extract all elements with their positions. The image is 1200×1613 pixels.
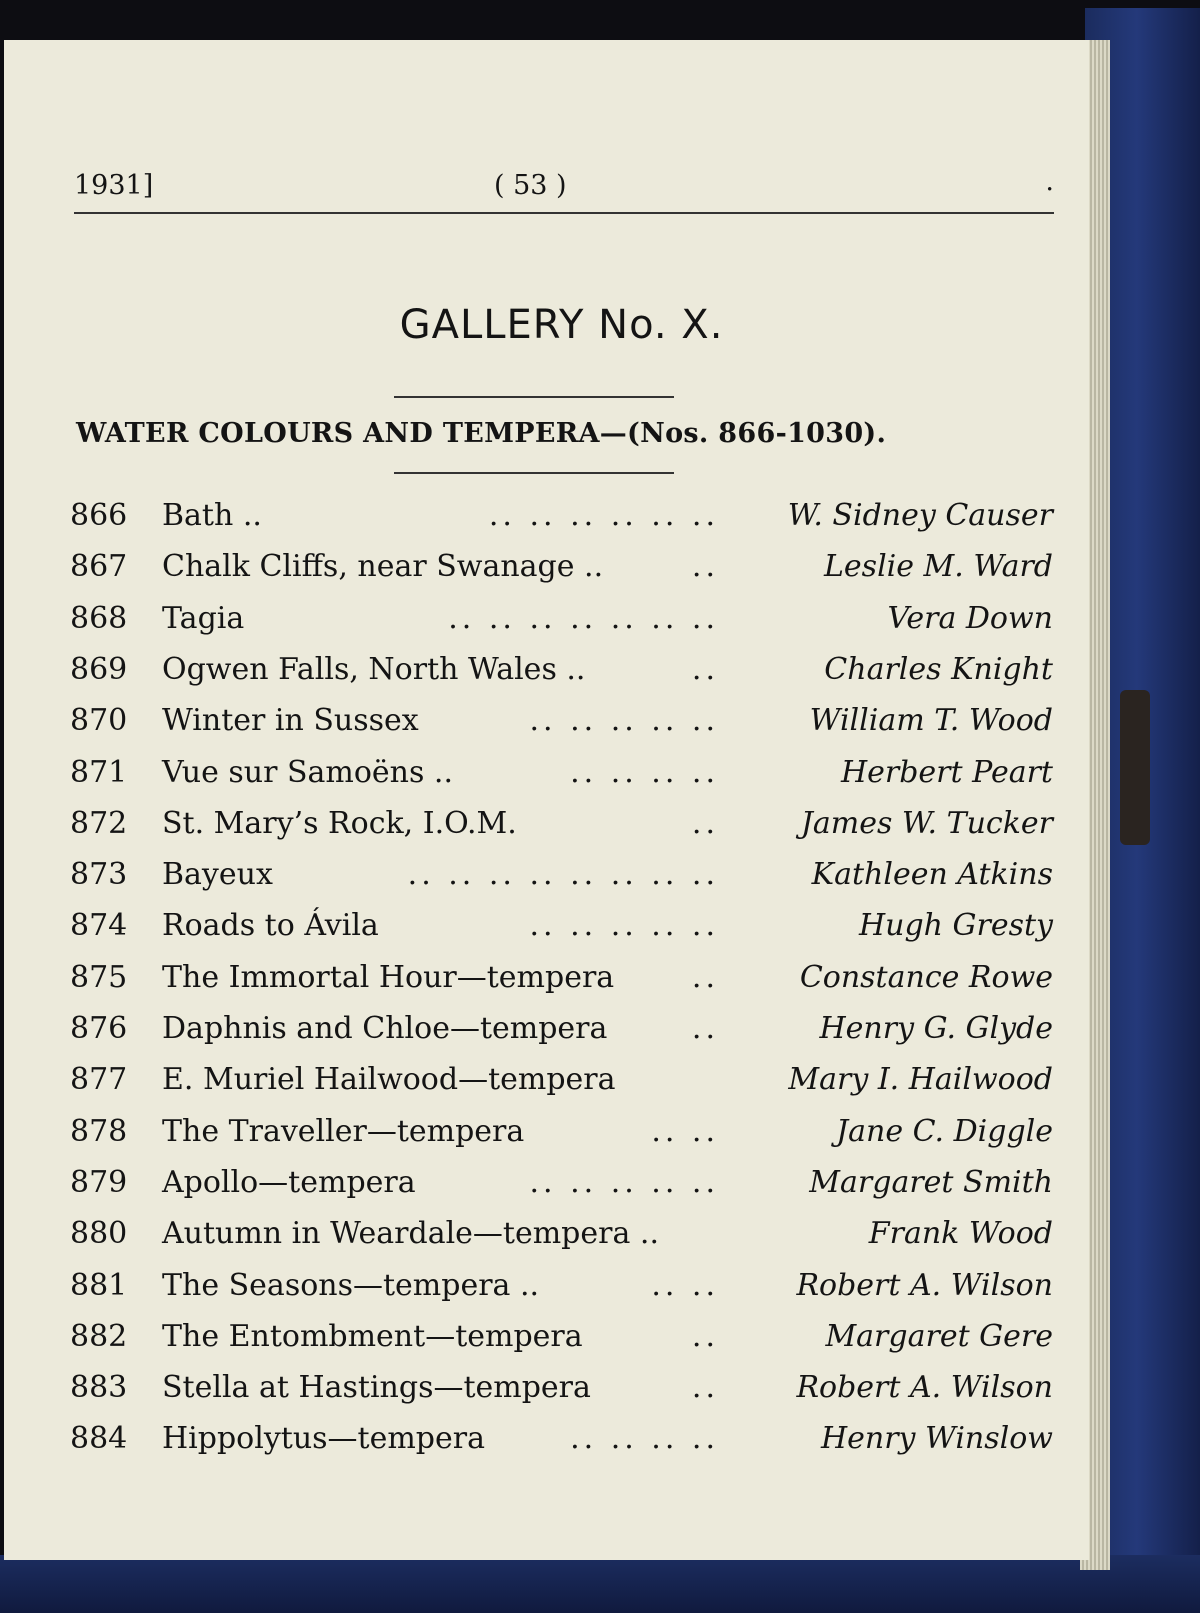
entry-artist: James W. Tucker xyxy=(800,805,1053,841)
dot-leader: .. .. .. .. xyxy=(570,754,719,790)
gallery-title: GALLERY No. X. xyxy=(399,302,724,348)
entry-title: E. Muriel Hailwood—tempera xyxy=(162,1062,616,1098)
header-rule xyxy=(74,212,1054,214)
entry-number: 884 xyxy=(70,1421,128,1457)
entry-number: 882 xyxy=(70,1318,128,1354)
catalogue-entry xyxy=(4,960,1089,1010)
dot-leader: .. xyxy=(691,1370,719,1406)
entry-title: Vue sur Samoëns .. xyxy=(162,754,453,790)
entry-number: 873 xyxy=(70,857,128,893)
catalogue-entry xyxy=(4,1268,1089,1318)
entry-number: 883 xyxy=(70,1370,128,1406)
entry-artist: Constance Rowe xyxy=(799,959,1053,995)
entry-number: 868 xyxy=(70,600,128,636)
entry-number: 877 xyxy=(70,1062,128,1098)
book-clasp xyxy=(1120,690,1150,845)
entry-number: 879 xyxy=(70,1164,128,1200)
entry-title: Ogwen Falls, North Wales .. xyxy=(162,651,586,687)
catalogue-entry xyxy=(4,1062,1089,1112)
catalogue-entry xyxy=(4,1319,1089,1369)
dot-leader: .. xyxy=(691,959,719,995)
entry-title: Stella at Hastings—tempera xyxy=(162,1370,591,1406)
entry-number: 870 xyxy=(70,703,128,739)
entry-title: Winter in Sussex xyxy=(162,703,419,739)
catalogue-entry xyxy=(4,1165,1089,1215)
entry-artist: Robert A. Wilson xyxy=(796,1370,1053,1406)
entry-number: 874 xyxy=(70,908,128,944)
catalogue-entry xyxy=(4,755,1089,805)
book-cover-bottom xyxy=(0,1555,1200,1613)
entry-artist: Henry Winslow xyxy=(820,1421,1053,1457)
entry-artist: William T. Wood xyxy=(809,703,1053,739)
entry-number: 880 xyxy=(70,1216,128,1252)
page-number: ( 53 ) xyxy=(494,170,567,201)
dot-leader: .. .. xyxy=(651,1267,719,1303)
catalogue-entry xyxy=(4,1114,1089,1164)
entry-title: The Traveller—tempera xyxy=(162,1113,525,1149)
entry-number: 866 xyxy=(70,498,128,533)
entry-title: Autumn in Weardale—tempera .. xyxy=(162,1216,659,1252)
entry-number: 871 xyxy=(70,754,128,790)
dot-leader: .. .. .. .. xyxy=(570,1421,719,1457)
dot-leader: .. .. .. .. .. xyxy=(529,1164,719,1200)
catalogue-entry xyxy=(4,1216,1089,1266)
entry-title: The Immortal Hour—tempera xyxy=(162,959,615,995)
entry-artist: Leslie M. Ward xyxy=(824,549,1053,585)
entry-title: Chalk Cliffs, near Swanage .. xyxy=(162,549,604,585)
dot-leader: .. .. .. .. .. xyxy=(529,703,719,739)
entry-title: Roads to Ávila xyxy=(162,908,379,944)
dot-leader: .. .. .. .. .. .. .. .. xyxy=(407,857,719,893)
entry-artist: Herbert Peart xyxy=(840,754,1053,790)
entry-title: Apollo—tempera xyxy=(162,1164,416,1200)
entry-number: 881 xyxy=(70,1267,128,1303)
entry-number: 875 xyxy=(70,959,128,995)
header-mark: . xyxy=(1045,166,1054,197)
catalogue-entry xyxy=(4,1370,1089,1420)
dot-leader: .. xyxy=(691,1011,719,1046)
catalogue-entry xyxy=(4,703,1089,753)
section-title: WATER COLOURS AND TEMPERA—(Nos. 866-1030). xyxy=(76,418,887,449)
entry-title: Tagia xyxy=(162,600,245,636)
entry-artist: Charles Knight xyxy=(824,651,1053,687)
entry-title: The Entombment—tempera xyxy=(162,1318,583,1354)
entry-title: Hippolytus—tempera xyxy=(162,1421,485,1457)
entry-number: 872 xyxy=(70,805,128,841)
dot-leader: .. xyxy=(691,1318,719,1354)
entry-title: The Seasons—tempera .. xyxy=(162,1267,540,1303)
entry-artist: Hugh Gresty xyxy=(858,908,1053,944)
dot-leader: .. xyxy=(691,651,719,687)
catalogue-entry xyxy=(4,908,1089,958)
title-rule xyxy=(394,396,674,398)
catalogue-page xyxy=(4,40,1089,1560)
catalogue-entry xyxy=(4,652,1089,702)
entry-artist: Henry G. Glyde xyxy=(819,1011,1053,1046)
catalogue-entry xyxy=(4,857,1089,907)
catalogue-entry xyxy=(4,806,1089,856)
catalogue-entry xyxy=(4,549,1089,599)
dot-leader: .. .. .. .. .. xyxy=(529,908,719,944)
entry-number: 869 xyxy=(70,651,128,687)
section-rule xyxy=(394,472,674,474)
entry-artist: Margaret Smith xyxy=(809,1164,1053,1200)
entry-number: 867 xyxy=(70,549,128,585)
entry-artist: Margaret Gere xyxy=(825,1318,1053,1354)
dot-leader: .. .. .. .. .. .. xyxy=(488,498,719,533)
catalogue-entry xyxy=(4,601,1089,651)
entry-artist: Jane C. Diggle xyxy=(836,1113,1053,1149)
entry-artist: Vera Down xyxy=(887,600,1053,636)
entry-artist: Mary I. Hailwood xyxy=(788,1062,1053,1098)
dot-leader: .. xyxy=(691,549,719,585)
catalogue-entry xyxy=(4,498,1089,548)
entry-artist: Kathleen Atkins xyxy=(811,857,1053,893)
entry-title: Daphnis and Chloe—tempera xyxy=(162,1011,608,1046)
catalogue-entry xyxy=(4,1421,1089,1471)
dot-leader: .. .. .. .. .. .. .. xyxy=(448,600,719,636)
dot-leader: .. xyxy=(691,805,719,841)
entry-artist: W. Sidney Causer xyxy=(787,498,1053,533)
header-year: 1931] xyxy=(74,170,154,201)
entry-title: Bath .. xyxy=(162,498,262,533)
catalogue-entry xyxy=(4,1011,1089,1061)
dot-leader: .. .. xyxy=(651,1113,719,1149)
entry-number: 876 xyxy=(70,1011,128,1046)
entry-number: 878 xyxy=(70,1113,128,1149)
entry-artist: Robert A. Wilson xyxy=(796,1267,1053,1303)
entry-artist: Frank Wood xyxy=(868,1216,1053,1252)
entry-title: St. Mary’s Rock, I.O.M. xyxy=(162,805,517,841)
entry-title: Bayeux xyxy=(162,857,273,893)
